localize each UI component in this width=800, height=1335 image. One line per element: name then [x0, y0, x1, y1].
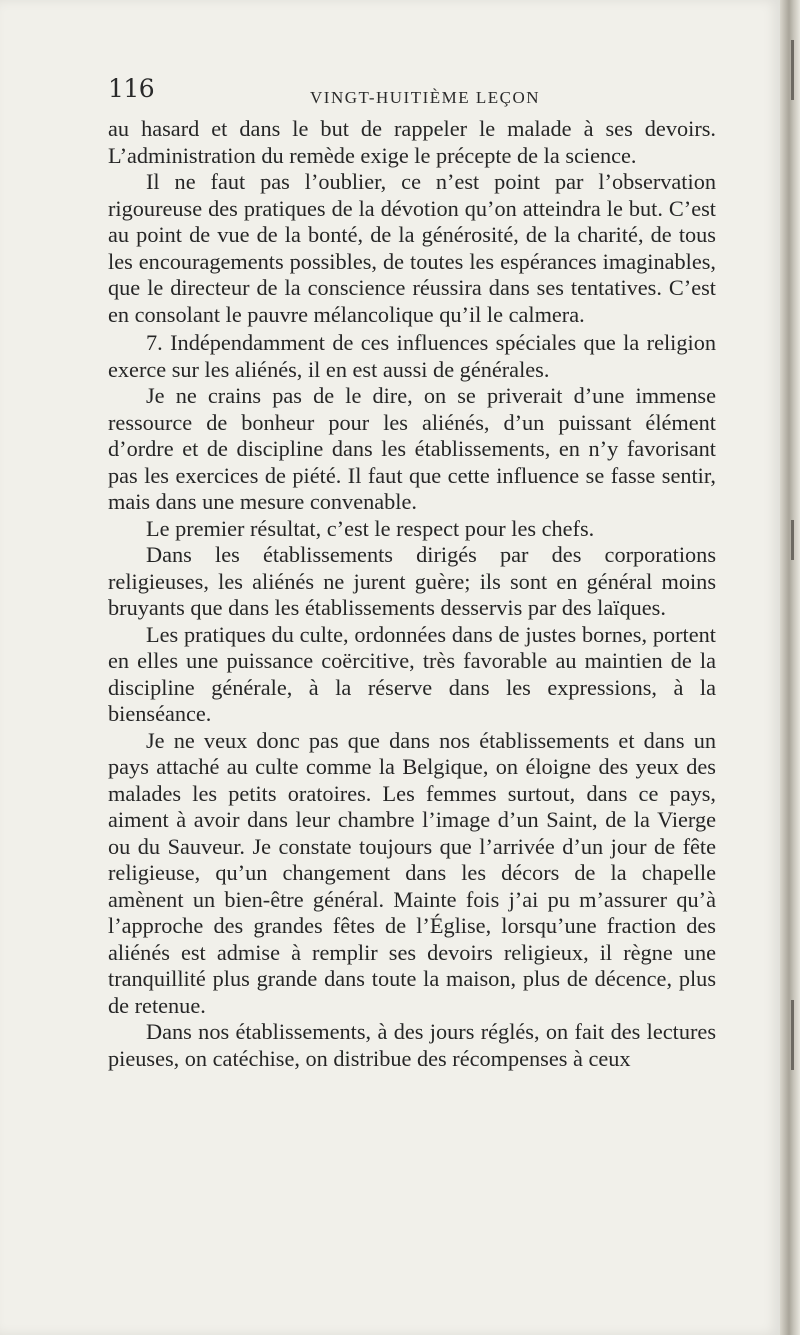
paragraph: Le premier résultat, c’est le respect pour les chefs. [146, 515, 595, 541]
running-head: VINGT-HUITIÈME LEÇON [310, 88, 541, 107]
edge-mark [791, 520, 794, 560]
paragraph: Dans nos établissements, à des jours réglés, on fait des lectures pieuses, on catéchise, on distribue des récompenses à ceux [108, 1019, 716, 1071]
paragraph: Dans les établissements dirigés par des corporations religieuses, les aliénés ne jurent guère; ils sont en général moins bruyants que dans les établissements desservis par des laïques. [108, 542, 716, 620]
edge-mark [791, 1000, 794, 1070]
paragraph: 7. Indépendamment de ces influences spéciales que la religion exerce sur les aliénés, il en est aussi de générales. [108, 330, 716, 382]
paragraph: au hasard et dans le but de rappeler le malade à ses devoirs. L’administration du remède exige le précepte de la science. [108, 116, 716, 168]
page-number: 116 [108, 74, 155, 103]
edge-mark [791, 40, 794, 100]
paragraph: Il ne faut pas l’oublier, ce n’est point par l’observation rigoureuse des pratiques de la dévotion qu’on atteindra le but. C’est au point de vue de la bonté, de la générosité, de la charité, de tous les encouragements possibles, de toutes les espérances imaginables, que le directeur de la conscience réussira dans ses tentatives. C’est en consolant le pauvre mélancolique qu’il le calmera. [108, 169, 716, 327]
body-text [108, 116, 716, 1072]
paragraph: Je ne crains pas de le dire, on se priverait d’une immense ressource de bonheur pour les aliénés, d’un puissant élément d’ordre et de discipline dans les établissements, en n’y favorisant pas les exercices de piété. Il faut que cette influence se fasse sentir, mais dans une mesure convenable. [108, 383, 716, 514]
paragraph: Je ne veux donc pas que dans nos établissements et dans un pays attaché au culte comme la Belgique, on éloigne des yeux des malades les petits oratoires. Les femmes surtout, dans ce pays, aiment à avoir dans leur chambre l’image d’un Saint, de la Vierge ou du Sauveur. Je constate toujours que l’arrivée d’un jour de fête religieuse, qu’un changement dans les décors de la chapelle amènent un bien-être général. Mainte fois j’ai pu m’assurer qu’à l’approche des grandes fêtes de l’Église, lorsqu’une fraction des aliénés est admise à remplir ses devoirs religieux, il règne une tranquillité plus grande dans toute la maison, plus de décence, plus de retenue. [108, 727, 716, 1018]
page-edge-shadow [780, 0, 800, 1335]
paragraph: Les pratiques du culte, ordonnées dans de justes bornes, portent en elles une puissance coërcitive, très favorable au maintien de la discipline générale, à la réserve dans les expressions, à la bienséance. [108, 621, 716, 726]
